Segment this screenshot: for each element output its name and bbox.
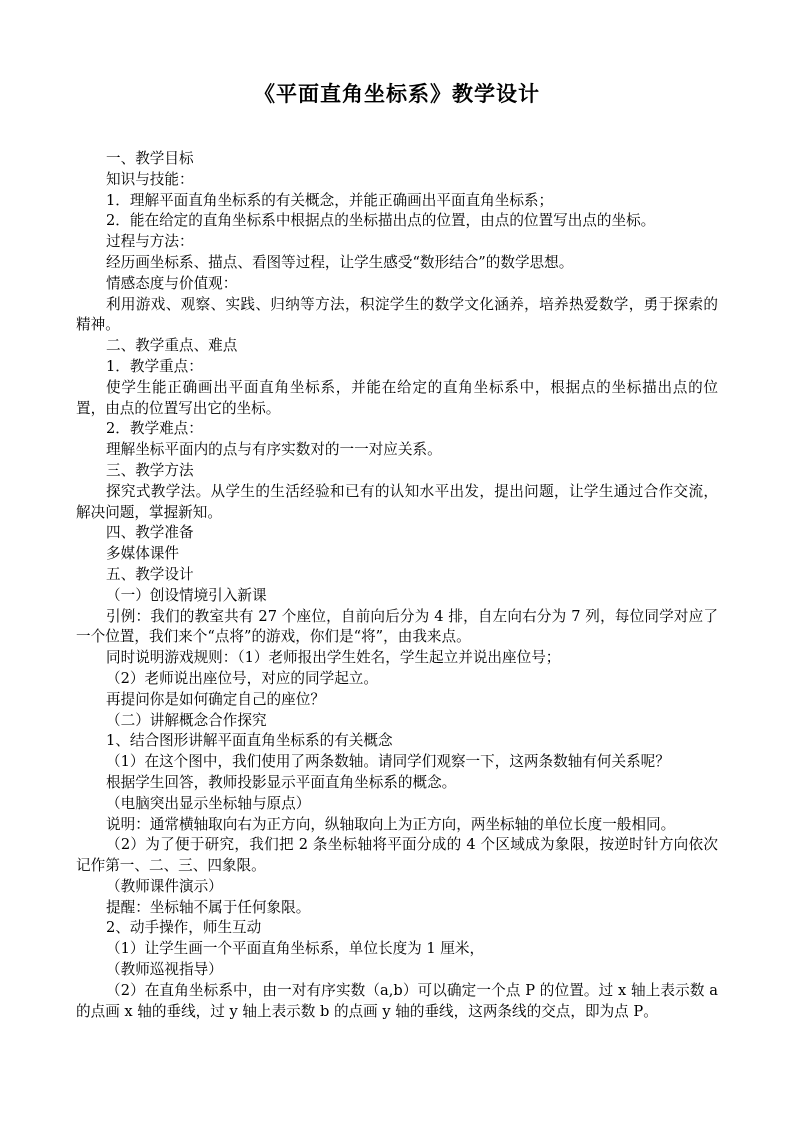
body-line: 1．理解平面直角坐标系的有关概念，并能正确画出平面直角坐标系； xyxy=(106,191,554,209)
body-line: 2、动手操作，师生互动 xyxy=(106,919,262,937)
document-body xyxy=(76,149,718,1022)
body-line: 说明：通常横轴取向右为正方向，纵轴取向上为正方向，两坐标轴的单位长度一般相同。 xyxy=(106,815,676,833)
body-line: （教师巡视指导） xyxy=(106,961,223,979)
body-line: 三、教学方法 xyxy=(106,461,194,479)
body-line: （电脑突出显示坐标轴与原点） xyxy=(106,794,311,812)
body-line: （教师课件演示） xyxy=(106,877,223,895)
body-line: 1、结合图形讲解平面直角坐标系的有关概念 xyxy=(106,732,393,750)
body-paragraph: 使学生能正确画出平面直角坐标系，并能在给定的直角坐标系中，根据点的坐标描出点的位置，由点的位置写出它的坐标。 xyxy=(76,378,718,417)
body-line: 多媒体课件 xyxy=(106,545,179,563)
body-line: 一、教学目标 xyxy=(106,150,194,167)
body-line: 经历画坐标系、描点、看图等过程，让学生感受“数形结合”的数学思想。 xyxy=(106,253,574,271)
body-line: （1）在这个图中，我们使用了两条数轴。请同学们观察一下，这两条数轴有何关系呢？ xyxy=(106,753,670,771)
body-paragraph: 探究式教学法。从学生的生活经验和已有的认知水平出发，提出问题，让学生通过合作交流，解决问题，掌握新知。 xyxy=(76,482,718,521)
body-line: 1．教学重点： xyxy=(106,357,203,375)
body-line: 根据学生回答，教师投影显示平面直角坐标系的概念。 xyxy=(106,773,457,791)
body-line: 过程与方法： xyxy=(106,233,194,251)
body-line: （2）老师说出座位号，对应的同学起立。 xyxy=(106,669,378,687)
body-line: （二）讲解概念合作探究 xyxy=(106,711,267,729)
body-line: 提醒：坐标轴不属于任何象限。 xyxy=(106,898,311,916)
document-title: 《平面直角坐标系》教学设计 xyxy=(254,82,540,106)
body-line: （1）让学生画一个平面直角坐标系，单位长度为 1 厘米， xyxy=(106,940,485,958)
body-line: 二、教学重点、难点 xyxy=(106,337,238,355)
body-paragraph: （2）为了便于研究，我们把 2 条坐标轴将平面分成的 4 个区域成为象限，按逆时针方向依次记作第一、二、三、四象限。 xyxy=(76,836,718,875)
body-line: 五、教学设计 xyxy=(106,565,194,583)
body-line: 2．教学难点： xyxy=(106,420,203,438)
body-line: 再提问你是如何确定自己的座位？ xyxy=(106,690,325,708)
body-line: 四、教学准备 xyxy=(106,524,194,542)
body-paragraph: 引例：我们的教室共有 27 个座位，自前向后分为 4 排，自左向右分为 7 列，每位同学对应了一个位置，我们来个“点将”的游戏，你们是“将”，由我来点。 xyxy=(76,607,718,646)
body-line: 理解坐标平面内的点与有序实数对的一一对应关系。 xyxy=(106,441,442,459)
body-line: （一）创设情境引入新课 xyxy=(106,586,267,604)
body-paragraph: 利用游戏、观察、实践、归纳等方法，积淀学生的数学文化涵养，培养热爱数学，勇于探索的精神。 xyxy=(76,295,718,334)
body-line: 情感态度与价值观： xyxy=(106,274,238,292)
body-line: 同时说明游戏规则：（1）老师报出学生姓名，学生起立并说出座位号； xyxy=(106,649,561,667)
body-paragraph: （2）在直角坐标系中，由一对有序实数（a,b）可以确定一个点 P 的位置。过 x 轴上表示数 a 的点画 x 轴的垂线，过 y 轴上表示数 b 的点画 y 轴的垂线，这两条线的交点，即为点 P。 xyxy=(76,981,718,1020)
body-line: 知识与技能： xyxy=(106,170,194,188)
body-line: 2．能在给定的直角坐标系中根据点的坐标描出点的位置，由点的位置写出点的坐标。 xyxy=(106,212,656,230)
